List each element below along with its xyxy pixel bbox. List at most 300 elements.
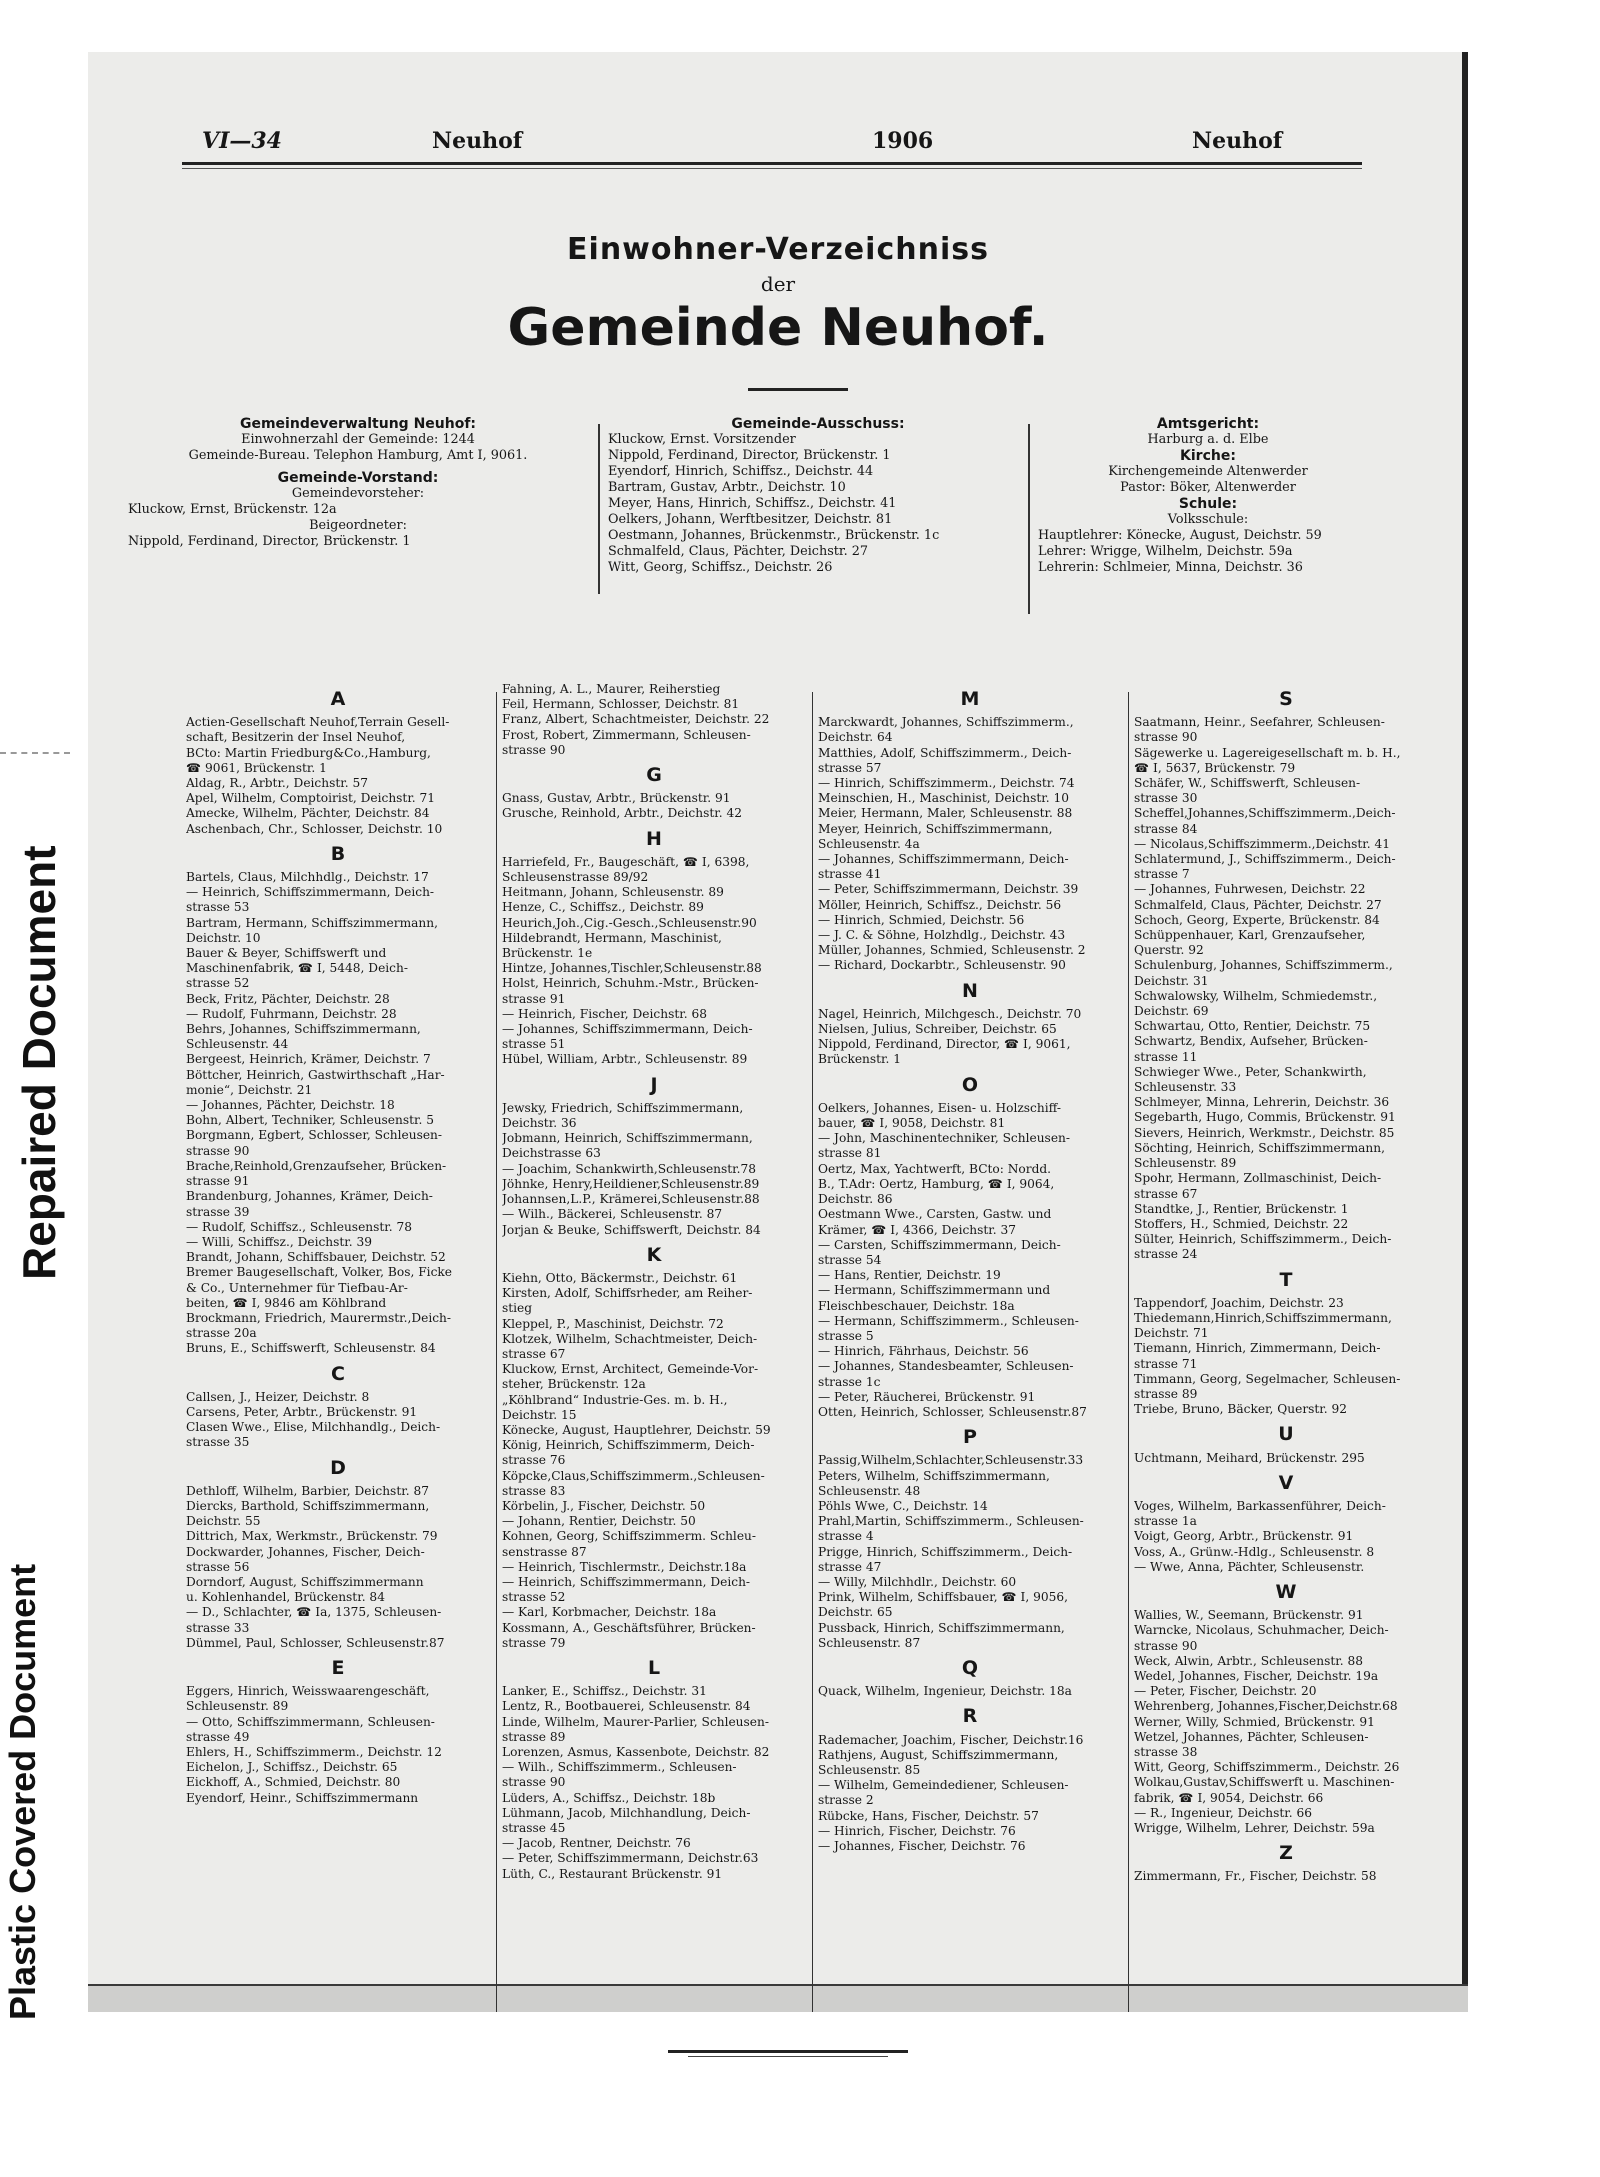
directory-entry: Stoffers, H., Schmied, Deichstr. 22: [1134, 1216, 1349, 1231]
directory-entry: Sägewerke u. Lagereigesellschaft m. b. H.,: [1134, 745, 1401, 760]
section-letter: R: [962, 1705, 978, 1728]
directory-entry: Brückenstr. 1e: [502, 946, 593, 961]
directory-entry: strasse 76: [502, 1453, 566, 1468]
directory-entry: Heitmann, Johann, Schleusenstr. 89: [502, 885, 724, 900]
directory-entry: Voges, Wilhelm, Barkassenführer, Deich-: [1134, 1498, 1386, 1513]
section-letter: O: [961, 1073, 979, 1096]
directory-entry: strasse 83: [502, 1483, 566, 1498]
directory-entry: „Köhlbrand“ Industrie-Ges. m. b. H.,: [502, 1392, 728, 1407]
directory-entry: strasse 89: [502, 1729, 566, 1744]
directory-entry: Franz, Albert, Schachtmeister, Deichstr. 22: [502, 712, 770, 727]
directory-entry: Frost, Robert, Zimmermann, Schleusen-: [502, 727, 751, 742]
directory-entry: — Johann, Rentier, Deichstr. 50: [502, 1514, 696, 1529]
directory-entry: Klotzek, Wilhelm, Schachtmeister, Deich-: [502, 1331, 758, 1346]
directory-entry: — Wwe, Anna, Pächter, Schleusenstr.: [1134, 1559, 1365, 1574]
directory-entry: — Johannes, Schiffszimmermann, Deich-: [502, 1022, 753, 1037]
directory-entry: Wedel, Johannes, Fischer, Deichstr. 19a: [1134, 1668, 1379, 1683]
directory-entry: strasse 39: [186, 1204, 250, 1219]
section-letter: E: [331, 1656, 345, 1679]
directory-entry: Weck, Alwin, Arbtr., Schleusenstr. 88: [1134, 1653, 1363, 1668]
directory-entry: Kohnen, Georg, Schiffszimmerm. Schleu-: [502, 1529, 756, 1544]
directory-entry: Uchtmann, Meihard, Brückenstr. 295: [1134, 1450, 1365, 1465]
page-bottom-edge: [88, 1984, 1468, 2012]
directory-entry: Schoch, Georg, Experte, Brückenstr. 84: [1134, 912, 1380, 927]
directory-entry: strasse 54: [818, 1252, 882, 1267]
directory-entry: Wrigge, Wilhelm, Lehrer, Deichstr. 59a: [1134, 1821, 1375, 1836]
directory-entry: — Jacob, Rentner, Deichstr. 76: [502, 1836, 691, 1851]
directory-entry: — Carsten, Schiffszimmermann, Deich-: [818, 1237, 1061, 1252]
directory-entry: strasse 84: [1134, 821, 1198, 836]
column-divider: [1128, 692, 1129, 2012]
ausschuss-member: Eyendorf, Hinrich, Schiffsz., Deichstr. 44: [608, 464, 874, 479]
directory-entry: Eickhoff, A., Schmied, Deichstr. 80: [186, 1775, 401, 1790]
column-divider: [1028, 424, 1030, 614]
directory-entry: Eggers, Hinrich, Weisswaarengeschäft,: [186, 1684, 430, 1699]
directory-entry: Eyendorf, Heinr., Schiffszimmermann: [186, 1790, 419, 1805]
directory-entry: Heurich,Joh.,Cig.-Gesch.,Schleusenstr.90: [502, 915, 757, 930]
directory-entry: — Johannes, Standesbeamter, Schleusen-: [818, 1359, 1074, 1374]
directory-entry: Linde, Wilhelm, Maurer-Parlier, Schleusen-: [502, 1714, 769, 1729]
directory-entry: Schleusenstr. 85: [818, 1763, 921, 1777]
directory-entry: — Johannes, Fuhrwesen, Deichstr. 22: [1134, 882, 1366, 897]
directory-entry: Dümmel, Paul, Schlosser, Schleusenstr.87: [186, 1635, 445, 1650]
directory-entry: Nippold, Ferdinand, Director, ☎ I, 9061,: [818, 1037, 1071, 1052]
directory-entry: — D., Schlachter, ☎ Ia, 1375, Schleusen-: [186, 1605, 442, 1620]
directory-entry: Deichstr. 31: [1134, 973, 1209, 988]
directory-entry: Standtke, J., Rentier, Brückenstr. 1: [1134, 1201, 1349, 1216]
schule-heading: Schule:: [1178, 496, 1238, 512]
directory-entry: Feil, Hermann, Schlosser, Deichstr. 81: [502, 697, 740, 712]
directory-entry: — Hinrich, Schmied, Deichstr. 56: [818, 912, 1025, 927]
directory-entry: strasse 90: [502, 1775, 566, 1790]
directory-entry: Bartram, Hermann, Schiffszimmermann,: [186, 915, 438, 930]
directory-entry: strasse 20a: [186, 1326, 257, 1341]
directory-entry: Bartels, Claus, Milchhdlg., Deichstr. 17: [186, 870, 429, 885]
info-line: Gemeinde-Bureau. Telephon Hamburg, Amt I, 9061.: [188, 448, 528, 463]
directory-entry: Deichstr. 15: [502, 1407, 577, 1422]
directory-entry: — Peter, Räucherei, Brückenstr. 91: [818, 1389, 1036, 1404]
directory-entry: — John, Maschinentechniker, Schleusen-: [818, 1131, 1070, 1146]
directory-entry: Dockwarder, Johannes, Fischer, Deich-: [186, 1544, 425, 1559]
directory-entry: strasse 53: [186, 900, 250, 915]
directory-entry: Nagel, Heinrich, Milchgesch., Deichstr. 70: [818, 1006, 1082, 1021]
ausschuss-member: Schmalfeld, Claus, Pächter, Deichstr. 27: [608, 544, 869, 559]
directory-entry: — Peter, Schiffszimmermann, Deichstr.63: [502, 1851, 759, 1866]
directory-entry: Apel, Wilhelm, Comptoirist, Deichstr. 71: [186, 791, 436, 806]
directory-entry: Brockmann, Friedrich, Maurermstr.,Deich-: [186, 1310, 452, 1325]
ausschuss-member: Oestmann, Johannes, Brückenmstr., Brückenstr. 1c: [608, 528, 940, 543]
directory-entry: Borgmann, Egbert, Schlosser, Schleusen-: [186, 1128, 443, 1143]
section-letter: U: [1278, 1423, 1294, 1446]
directory-entry: Witt, Georg, Schiffszimmerm., Deichstr. 26: [1134, 1760, 1400, 1775]
directory-entry: Bruns, E., Schiffswerft, Schleusenstr. 84: [186, 1341, 436, 1356]
directory-entry: Krämer, ☎ I, 4366, Deichstr. 37: [818, 1222, 1017, 1237]
directory-entry: Schleusenstr. 87: [818, 1635, 921, 1650]
directory-entry: Hübel, William, Arbtr., Schleusenstr. 89: [502, 1052, 748, 1067]
directory-entry: Jewsky, Friedrich, Schiffszimmermann,: [502, 1100, 744, 1115]
section-letter: B: [330, 842, 346, 865]
directory-entry: strasse 2: [818, 1793, 874, 1808]
directory-entry: strasse 47: [818, 1559, 882, 1574]
directory-entry: Carsens, Peter, Arbtr., Brückenstr. 91: [186, 1404, 418, 1419]
directory-entry: Clasen Wwe., Elise, Milchhandlg., Deich-: [186, 1420, 441, 1435]
directory-column-1: [186, 682, 490, 1806]
directory-entry: Warncke, Nicolaus, Schuhmacher, Deich-: [1134, 1623, 1389, 1638]
directory-entry: Bohn, Albert, Techniker, Schleusenstr. 5: [186, 1113, 435, 1128]
directory-entry: Rademacher, Joachim, Fischer, Deichstr.16: [818, 1732, 1084, 1747]
directory-entry: Dorndorf, August, Schiffszimmermann: [186, 1574, 424, 1589]
repaired-document-label: Repaired Document: [13, 845, 65, 1280]
directory-entry: — Peter, Fischer, Deichstr. 20: [1134, 1684, 1317, 1699]
header-year: 1906: [872, 128, 934, 154]
directory-entry: Passig,Wilhelm,Schlachter,Schleusenstr.33: [818, 1453, 1084, 1468]
directory-entry: — Heinrich, Schiffszimmermann, Deich-: [502, 1574, 751, 1589]
directory-entry: Spohr, Hermann, Zollmaschinist, Deich-: [1134, 1171, 1382, 1186]
directory-entry: Schulenburg, Johannes, Schiffszimmerm.,: [1134, 958, 1393, 973]
directory-entry: — Rudolf, Schiffsz., Schleusenstr. 78: [186, 1219, 413, 1234]
directory-entry: Kirsten, Adolf, Schiffsrheder, am Reiher-: [502, 1286, 753, 1301]
directory-entry: — Otto, Schiffszimmermann, Schleusen-: [186, 1714, 435, 1729]
directory-column-4: [1134, 682, 1438, 1885]
directory-entry: Rathjens, August, Schiffszimmermann,: [818, 1747, 1059, 1762]
directory-entry: — Hinrich, Fischer, Deichstr. 76: [818, 1823, 1016, 1838]
directory-entry: Schleusenstr. 89: [1134, 1156, 1237, 1171]
directory-entry: strasse 7: [1134, 867, 1190, 882]
directory-entry: Oertz, Max, Yachtwerft, BCto: Nordd.: [818, 1161, 1052, 1176]
directory-entry: strasse 51: [502, 1037, 566, 1052]
directory-entry: strasse 90: [1134, 1638, 1198, 1653]
directory-entry: — Hinrich, Fährhaus, Deichstr. 56: [818, 1344, 1029, 1359]
directory-entry: strasse 49: [186, 1729, 250, 1744]
directory-entry: Jorjan & Beuke, Schiffswerft, Deichstr. 84: [502, 1222, 761, 1237]
directory-entry: Segebarth, Hugo, Commis, Brückenstr. 91: [1134, 1110, 1396, 1125]
directory-entry: strasse 41: [818, 867, 882, 882]
directory-entry: Brandenburg, Johannes, Krämer, Deich-: [186, 1189, 433, 1204]
directory-entry: — Heinrich, Schiffszimmermann, Deich-: [186, 885, 435, 900]
directory-entry: strasse 33: [186, 1620, 250, 1635]
directory-entry: Pussback, Hinrich, Schiffszimmermann,: [818, 1620, 1065, 1635]
directory-entry: beiten, ☎ I, 9846 am Köhlbrand: [186, 1295, 387, 1310]
directory-entry: strasse 1a: [1134, 1514, 1197, 1529]
directory-entry: Grusche, Reinhold, Arbtr., Deichstr. 42: [502, 806, 742, 821]
directory-entry: Peters, Wilhelm, Schiffszimmermann,: [818, 1468, 1050, 1483]
column-divider: [598, 424, 600, 594]
column-divider: [812, 692, 813, 2012]
directory-entry: ☎ 9061, Brückenstr. 1: [186, 760, 327, 775]
end-rule: [668, 2050, 908, 2053]
directory-entry: Körbelin, J., Fischer, Deichstr. 50: [502, 1498, 706, 1513]
plastic-covered-label: Plastic Covered Document: [2, 1563, 43, 2020]
ausschuss-member: Oelkers, Johann, Werftbesitzer, Deichstr. 81: [608, 512, 893, 527]
gemeindeverwaltung-heading: Gemeindeverwaltung Neuhof:: [239, 416, 477, 432]
directory-entry: Rübcke, Hans, Fischer, Deichstr. 57: [818, 1808, 1039, 1823]
info-line: Einwohnerzahl der Gemeinde: 1244: [241, 432, 475, 447]
directory-column-3: [818, 682, 1122, 1854]
directory-entry: strasse 57: [818, 760, 882, 775]
directory-entry: schaft, Besitzerin der Insel Neuhof,: [186, 730, 406, 745]
directory-entry: Lüth, C., Restaurant Brückenstr. 91: [502, 1866, 723, 1881]
directory-entry: — Hinrich, Schiffszimmerm., Deichstr. 74: [818, 776, 1075, 791]
directory-entry: Bauer & Beyer, Schiffswerft und: [186, 946, 387, 961]
directory-entry: strasse 38: [1134, 1745, 1198, 1759]
directory-entry: Tappendorf, Joachim, Deichstr. 23: [1134, 1295, 1344, 1310]
directory-entry: ☎ I, 5637, Brückenstr. 79: [1134, 760, 1296, 775]
section-letter: A: [330, 688, 346, 710]
directory-entry: Schüppenhauer, Karl, Grenzaufseher,: [1134, 928, 1366, 943]
directory-entry: Kluckow, Ernst, Architect, Gemeinde-Vor-: [502, 1362, 759, 1377]
directory-entry: Nielsen, Julius, Schreiber, Deichstr. 65: [818, 1022, 1057, 1037]
directory-entry: strasse 11: [1134, 1049, 1198, 1064]
section-letter: Q: [961, 1656, 979, 1679]
section-letter: S: [1279, 688, 1293, 710]
directory-entry: Söchting, Heinrich, Schiffszimmermann,: [1134, 1140, 1385, 1155]
directory-entry: strasse 90: [186, 1143, 250, 1158]
directory-entry: Könecke, August, Hauptlehrer, Deichstr. 59: [502, 1422, 771, 1437]
directory-entry: Kleppel, P., Maschinist, Deichstr. 72: [502, 1316, 724, 1331]
directory-entry: Schleusenstr. 48: [818, 1483, 921, 1498]
vorsteher-name: Kluckow, Ernst, Brückenstr. 12a: [128, 502, 337, 517]
directory-entry: monie“, Deichstr. 21: [186, 1082, 313, 1097]
directory-entry: — Heinrich, Fischer, Deichstr. 68: [502, 1006, 707, 1021]
directory-entry: Dethloff, Wilhelm, Barbier, Deichstr. 87: [186, 1483, 429, 1498]
header-place-left: Neuhof: [432, 128, 523, 154]
directory-entry: Schäfer, W., Schiffswerft, Schleusen-: [1134, 776, 1361, 791]
ausschuss-member: Nippold, Ferdinand, Director, Brückenstr. 1: [608, 448, 891, 463]
directory-entry: Dittrich, Max, Werkmstr., Brückenstr. 79: [186, 1529, 438, 1544]
directory-entry: Meier, Hermann, Maler, Schleusenstr. 88: [818, 806, 1073, 821]
directory-entry: Quack, Wilhelm, Ingenieur, Deichstr. 18a: [818, 1684, 1072, 1699]
directory-entry: — Hans, Rentier, Deichstr. 19: [818, 1268, 1001, 1283]
directory-entry: Brache,Reinhold,Grenzaufseher, Brücken-: [186, 1158, 447, 1173]
title-rule: [748, 388, 848, 391]
directory-entry: — Hermann, Schiffszimmerm., Schleusen-: [818, 1313, 1079, 1328]
directory-entry: Köpcke,Claus,Schiffszimmerm.,Schleusen-: [502, 1468, 765, 1483]
directory-entry: strasse 91: [502, 991, 566, 1006]
directory-entry: Fahning, A. L., Maurer, Reiherstieg: [502, 682, 721, 696]
directory-entry: strasse 4: [818, 1529, 874, 1544]
amtsgericht-block: [1038, 416, 1378, 576]
directory-entry: Aldag, R., Arbtr., Deichstr. 57: [186, 776, 369, 791]
directory-entry: bauer, ☎ I, 9058, Deichstr. 81: [818, 1116, 1006, 1131]
section-letter: M: [960, 688, 980, 710]
directory-entry: Tiemann, Hinrich, Zimmermann, Deich-: [1134, 1341, 1381, 1356]
beigeordneter-label: Beigeordneter:: [309, 518, 407, 533]
directory-entry: — Wilh., Schiffszimmerm., Schleusen-: [502, 1760, 737, 1775]
directory-entry: Meyer, Heinrich, Schiffszimmermann,: [818, 821, 1053, 836]
directory-entry: strasse 45: [502, 1821, 566, 1836]
section-letter: K: [646, 1243, 662, 1266]
ausschuss-member: Kluckow, Ernst. Vorsitzender: [608, 432, 796, 447]
directory-entry: strasse 1c: [818, 1374, 881, 1389]
directory-entry: Deichstr. 86: [818, 1192, 893, 1207]
directory-entry: — Richard, Dockarbtr., Schleusenstr. 90: [818, 958, 1066, 973]
directory-entry: Schleusenstr. 44: [186, 1037, 289, 1052]
directory-entry: Diercks, Barthold, Schiffszimmermann,: [186, 1498, 430, 1513]
directory-entry: Meinschien, H., Maschinist, Deichstr. 10: [818, 791, 1069, 806]
directory-entry: Voss, A., Grünw.-Hdlg., Schleusenstr. 8: [1134, 1544, 1375, 1559]
directory-entry: — Hermann, Schiffszimmermann und: [818, 1283, 1051, 1298]
directory-entry: Wolkau,Gustav,Schiffswerft u. Maschinen-: [1134, 1775, 1395, 1790]
section-letter: L: [647, 1656, 661, 1679]
directory-entry: Fleischbeschauer, Deichstr. 18a: [818, 1298, 1015, 1313]
directory-entry: Prigge, Hinrich, Schiffszimmerm., Deich-: [818, 1544, 1073, 1559]
directory-entry: Jobmann, Heinrich, Schiffszimmermann,: [502, 1131, 753, 1146]
directory-entry: steher, Brückenstr. 12a: [502, 1377, 646, 1392]
directory-entry: Voigt, Georg, Arbtr., Brückenstr. 91: [1134, 1529, 1354, 1544]
vorsteher-label: Gemeindevorsteher:: [291, 486, 425, 501]
section-letter: D: [330, 1456, 346, 1479]
directory-entry: Marckwardt, Johannes, Schiffszimmerm.,: [818, 715, 1074, 730]
directory-entry: Schleusenstr. 4a: [818, 836, 920, 851]
directory-entry: Actien-Gesellschaft Neuhof,Terrain Gesell-: [186, 715, 450, 730]
directory-entry: Bremer Baugesellschaft, Volker, Bos, Ficke: [186, 1265, 452, 1280]
directory-entry: senstrasse 87: [502, 1544, 587, 1559]
schule-line: Lehrerin: Schlmeier, Minna, Deichstr. 36: [1038, 560, 1303, 575]
directory-entry: Wallies, W., Seemann, Brückenstr. 91: [1134, 1608, 1364, 1623]
directory-entry: — Willy, Milchhdlr., Deichstr. 60: [818, 1574, 1017, 1589]
beigeordneter-name: Nippold, Ferdinand, Director, Brückenstr. 1: [128, 534, 411, 549]
section-letter: P: [963, 1426, 977, 1449]
directory-entry: — Johannes, Schiffszimmermann, Deich-: [818, 852, 1069, 867]
section-letter: H: [646, 827, 662, 850]
directory-entry: Thiedemann,Hinrich,Schiffszimmermann,: [1134, 1310, 1392, 1325]
directory-entry: Prahl,Martin, Schiffszimmerm., Schleusen-: [818, 1514, 1084, 1529]
ausschuss-member: Bartram, Gustav, Arbtr., Deichstr. 10: [608, 480, 846, 495]
directory-entry: & Co., Unternehmer für Tiefbau-Ar-: [186, 1280, 408, 1295]
directory-entry: Maschinenfabrik, ☎ I, 5448, Deich-: [186, 961, 408, 976]
directory-entry: Wehrenberg, Johannes,Fischer,Deichstr.68: [1134, 1699, 1398, 1714]
directory-entry: stieg: [502, 1301, 533, 1316]
directory-entry: Schleusenstr. 89: [186, 1699, 289, 1714]
directory-entry: Schwalowsky, Wilhelm, Schmiedemstr.,: [1134, 988, 1378, 1003]
directory-entry: Hildebrandt, Hermann, Maschinist,: [502, 930, 722, 945]
directory-entry: strasse 30: [1134, 791, 1198, 806]
directory-entry: Holst, Heinrich, Schuhm.-Mstr., Brücken-: [502, 976, 759, 991]
vorstand-heading: Gemeinde-Vorstand:: [277, 470, 439, 486]
directory-entry: Aschenbach, Chr., Schlosser, Deichstr. 10: [186, 821, 443, 836]
kirche-heading: Kirche:: [1180, 448, 1236, 464]
directory-entry: Lühmann, Jacob, Milchhandlung, Deich-: [502, 1805, 751, 1820]
directory-entry: Behrs, Johannes, Schiffszimmermann,: [186, 1022, 421, 1037]
directory-entry: Johannsen,L.P., Krämerei,Schleusenstr.88: [502, 1192, 760, 1207]
directory-entry: — Nicolaus,Schiffszimmerm.,Deichstr. 41: [1134, 836, 1390, 851]
directory-entry: Schwieger Wwe., Peter, Schankwirth,: [1134, 1064, 1367, 1079]
schule-sub: Volksschule:: [1167, 512, 1249, 527]
directory-entry: Schleusenstrasse 89/92: [502, 870, 649, 885]
directory-entry: Deichstr. 55: [186, 1514, 261, 1529]
directory-entry: strasse 35: [186, 1435, 250, 1450]
directory-entry: — J. C. & Söhne, Holzhdlg., Deichstr. 43: [818, 928, 1066, 943]
directory-entry: — Wilh., Bäckerei, Schleusenstr. 87: [502, 1207, 723, 1222]
directory-entry: Deichstr. 71: [1134, 1326, 1209, 1341]
amtsgericht-heading: Amtsgericht:: [1156, 416, 1260, 432]
directory-entry: Hintze, Johannes,Tischler,Schleusenstr.88: [502, 961, 762, 976]
directory-entry: Lüders, A., Schiffsz., Deichstr. 18b: [502, 1790, 716, 1805]
directory-entry: strasse 24: [1134, 1247, 1198, 1262]
directory-entry: Lentz, R., Bootbauerei, Schleusenstr. 84: [502, 1699, 751, 1714]
directory-entry: — Heinrich, Tischlermstr., Deichstr.18a: [502, 1559, 747, 1574]
gemeindeverwaltung-block: [128, 416, 588, 550]
directory-entry: Timmann, Georg, Segelmacher, Schleusen-: [1134, 1371, 1401, 1386]
directory-entry: Henze, C., Schiffsz., Deichstr. 89: [502, 900, 704, 915]
directory-entry: Pöhls Wwe, C., Deichstr. 14: [818, 1498, 988, 1513]
directory-entry: Müller, Johannes, Schmied, Schleusenstr. 2: [818, 943, 1086, 958]
directory-entry: strasse 67: [502, 1346, 566, 1361]
directory-entry: u. Kohlenhandel, Brückenstr. 84: [186, 1590, 385, 1605]
ausschuss-block: [608, 416, 1028, 576]
section-letter: V: [1278, 1471, 1294, 1494]
directory-entry: Deichstr. 69: [1134, 1004, 1209, 1019]
directory-entry: — Johannes, Fischer, Deichstr. 76: [818, 1839, 1026, 1854]
directory-entry: Deichstr. 36: [502, 1116, 577, 1131]
kirche-line: Kirchengemeinde Altenwerder: [1108, 464, 1308, 479]
directory-entry: Deichstr. 10: [186, 930, 261, 945]
amtsgericht-line: Harburg a. d. Elbe: [1147, 432, 1269, 447]
directory-entry: Eichelon, J., Schiffsz., Deichstr. 65: [186, 1760, 398, 1775]
directory-entry: strasse 91: [186, 1174, 250, 1189]
ausschuss-member: Witt, Georg, Schiffsz., Deichstr. 26: [608, 560, 833, 575]
directory-entry: — Johannes, Pächter, Deichstr. 18: [186, 1098, 395, 1113]
document-status-sidebar: [0, 760, 70, 2020]
directory-entry: König, Heinrich, Schiffszimmerm, Deich-: [502, 1438, 755, 1453]
directory-entry: Lanker, E., Schiffsz., Deichstr. 31: [502, 1684, 707, 1699]
directory-entry: Kossmann, A., Geschäftsführer, Brücken-: [502, 1620, 756, 1635]
directory-entry: Schwartau, Otto, Rentier, Deichstr. 75: [1134, 1019, 1371, 1034]
column-divider: [496, 692, 497, 2012]
directory-entry: strasse 90: [502, 742, 566, 757]
header-place-right: Neuhof: [1192, 128, 1283, 154]
directory-entry: Böttcher, Heinrich, Gastwirthschaft „Har-: [186, 1067, 445, 1082]
section-letter: J: [650, 1073, 658, 1096]
directory-entry: Deichstr. 65: [818, 1605, 893, 1620]
directory-entry: strasse 5: [818, 1328, 874, 1343]
directory-entry: Werner, Willy, Schmied, Brückenstr. 91: [1134, 1714, 1375, 1729]
directory-entry: Prink, Wilhelm, Schiffsbauer, ☎ I, 9056,: [818, 1590, 1068, 1605]
title-line-3: Gemeinde Neuhof.: [507, 298, 1049, 358]
directory-entry: Zimmermann, Fr., Fischer, Deichstr. 58: [1134, 1869, 1377, 1884]
section-letter: T: [1279, 1268, 1293, 1291]
directory-entry: Deichstrasse 63: [502, 1146, 601, 1161]
directory-entry: strasse 71: [1134, 1356, 1198, 1371]
directory-entry: Schmalfeld, Claus, Pächter, Deichstr. 27: [1134, 897, 1382, 912]
header-rule-thin: [182, 168, 1362, 169]
directory-entry: — Peter, Schiffszimmermann, Deichstr. 39: [818, 882, 1079, 897]
directory-entry: Schleusenstr. 33: [1134, 1080, 1237, 1095]
directory-entry: Brückenstr. 1: [818, 1052, 902, 1067]
directory-entry: Amecke, Wilhelm, Pächter, Deichstr. 84: [186, 806, 430, 821]
schule-line: Lehrer: Wrigge, Wilhelm, Deichstr. 59a: [1038, 544, 1293, 559]
directory-entry: Bergeest, Heinrich, Krämer, Deichstr. 7: [186, 1052, 431, 1067]
directory-entry: strasse 89: [1134, 1386, 1198, 1401]
schule-line: Hauptlehrer: Könecke, August, Deichstr. 59: [1038, 528, 1322, 543]
directory-entry: Deichstr. 64: [818, 730, 893, 745]
directory-entry: Lorenzen, Asmus, Kassenbote, Deichstr. 82: [502, 1745, 770, 1759]
kirche-line: Pastor: Böker, Altenwerder: [1120, 480, 1296, 495]
directory-entry: — R., Ingenieur, Deichstr. 66: [1134, 1805, 1313, 1820]
directory-entry: Harriefeld, Fr., Baugeschäft, ☎ I, 6398,: [502, 854, 750, 869]
directory-entry: Brandt, Johann, Schiffsbauer, Deichstr. 52: [186, 1250, 446, 1265]
directory-entry: Schlatermund, J., Schiffszimmerm., Deich-: [1134, 852, 1396, 867]
directory-entry: Ehlers, H., Schiffszimmerm., Deichstr. 12: [186, 1745, 442, 1759]
ausschuss-heading: Gemeinde-Ausschuss:: [731, 416, 905, 432]
directory-entry: Kiehn, Otto, Bäckermstr., Deichstr. 61: [502, 1270, 738, 1285]
directory-entry: — Karl, Korbmacher, Deichstr. 18a: [502, 1605, 717, 1620]
directory-column-2: [502, 682, 806, 1882]
header-rule: [182, 162, 1362, 165]
directory-entry: Oelkers, Johannes, Eisen- u. Holzschiff-: [818, 1100, 1061, 1115]
directory-entry: — Rudolf, Fuhrmann, Deichstr. 28: [186, 1006, 397, 1021]
directory-entry: Schwartz, Bendix, Aufseher, Brücken-: [1134, 1034, 1368, 1049]
